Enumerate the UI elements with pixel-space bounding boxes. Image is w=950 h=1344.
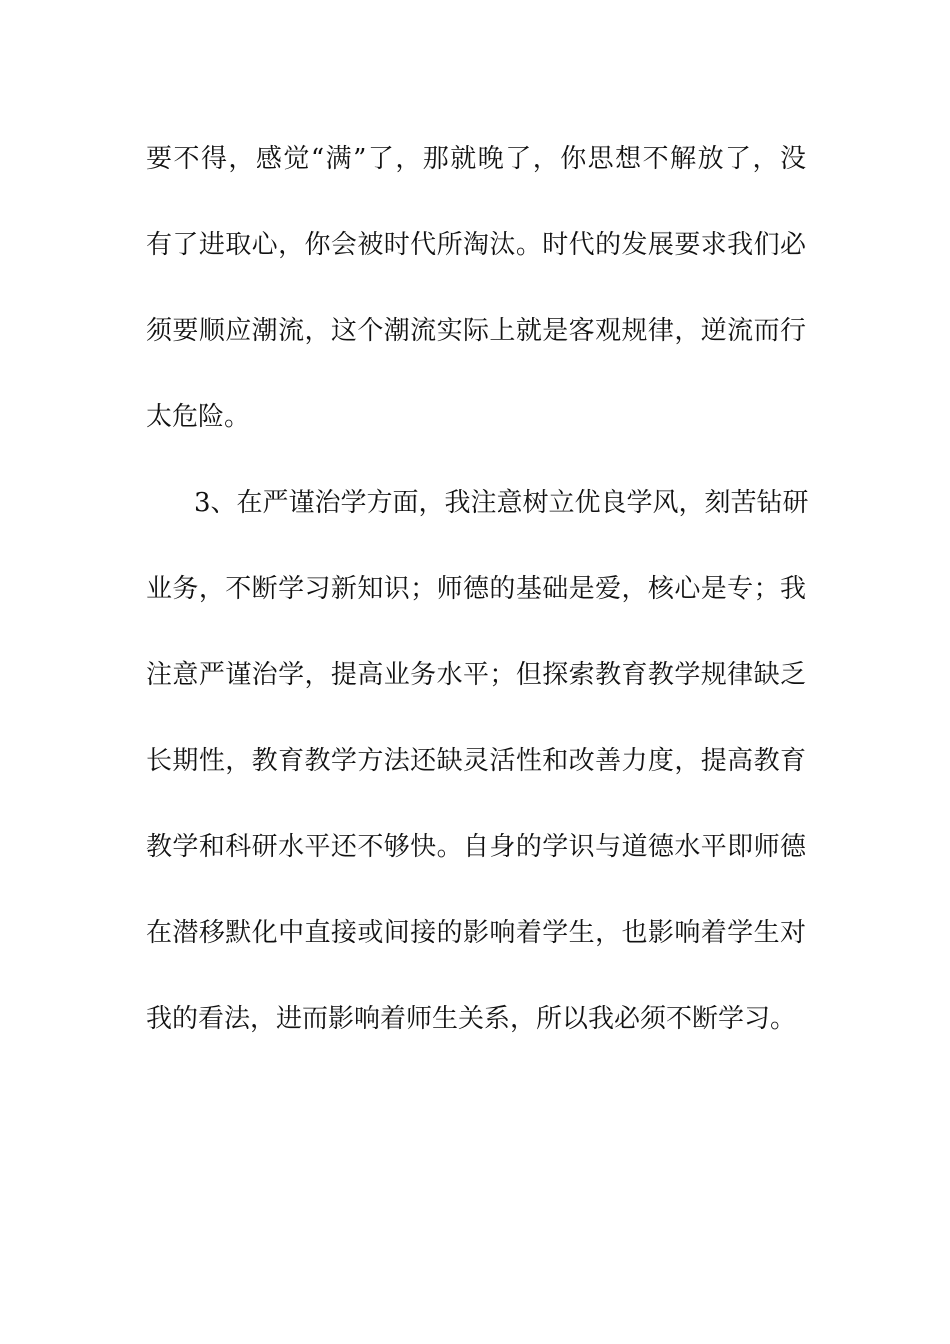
text-line: 要不得，感觉“满”了，那就晚了，你思想不解放了，没 (146, 144, 806, 174)
text-line: 须要顺应潮流，这个潮流实际上就是客观规律，逆流而行 (146, 316, 806, 346)
text-line: 太危险。 (146, 402, 251, 432)
text-line: 3、在严谨治学方面，我注意树立优良学风，刻苦钻研 (194, 488, 809, 518)
text-line: 在潜移默化中直接或间接的影响着学生，也影响着学生对 (146, 918, 806, 948)
text-line: 教学和科研水平还不够快。自身的学识与道德水平即师德 (146, 832, 806, 862)
text-line: 业务，不断学习新知识；师德的基础是爱，核心是专；我 (146, 574, 806, 604)
text-line: 注意严谨治学，提高业务水平；但探索教育教学规律缺乏 (146, 660, 806, 690)
text-line: 有了进取心，你会被时代所淘汰。时代的发展要求我们必 (146, 230, 806, 260)
text-line: 长期性，教育教学方法还缺灵活性和改善力度，提高教育 (146, 746, 806, 776)
text-line: 我的看法，进而影响着师生关系，所以我必须不断学习。 (146, 1004, 797, 1034)
